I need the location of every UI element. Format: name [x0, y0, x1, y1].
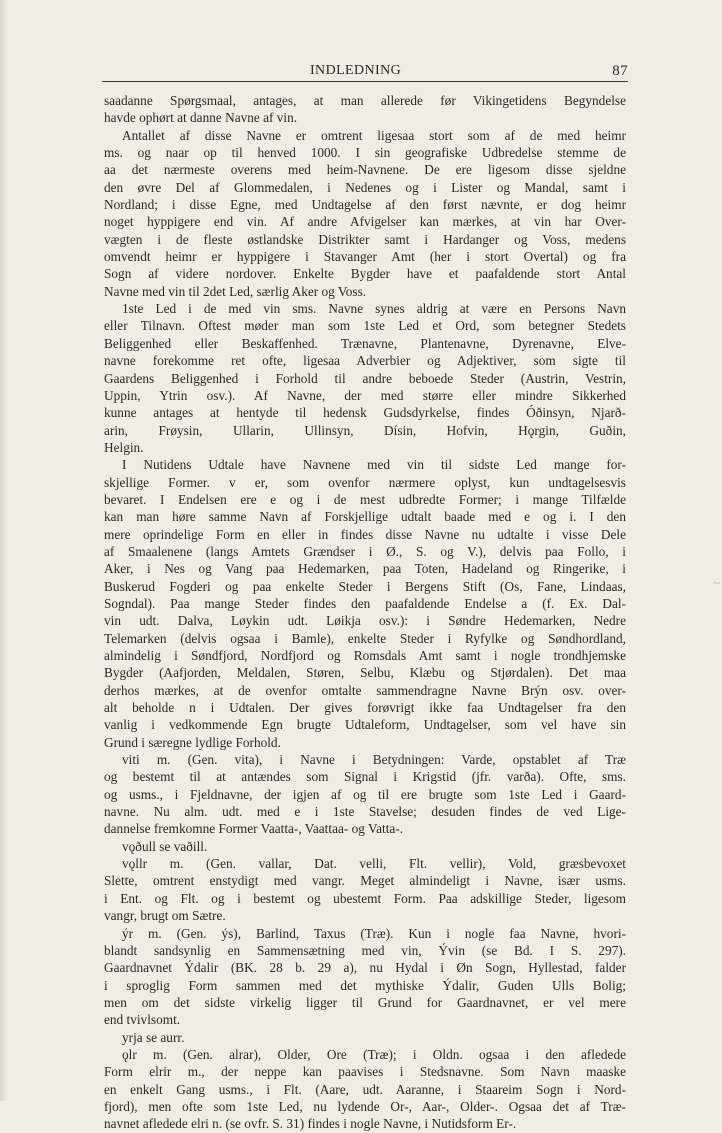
text-line: Gaardnavnet Ýdalir (BK. 28 b. 29 a), nu Hydal i Øn Sogn, Hyllestad, falder — [104, 960, 626, 976]
text-line: ǫlr m. (Gen. alrar), Older, Ore (Træ); i Oldn. ogsaa i den afledede — [122, 1046, 626, 1062]
text-line: navne. Nu alm. udt. med e i 1ste Stavelse; desuden findes de ved Lige- — [104, 804, 626, 820]
text-line: men om det sidste virkelig ligger til Grund for Gaardnavnet, er vel mere — [104, 994, 626, 1010]
text-line: yrja se aurr. — [122, 1029, 185, 1045]
text-line: Slette, omtrent enstydigt med vangr. Meget almindeligt i Navne, især usms. — [104, 873, 626, 889]
text-line: i Ent. og Flt. og i bestemt og ubestemt Form. Paa adskillige Steder, ligesom — [104, 890, 626, 906]
text-line: og bestemt til at antændes som Signal i Krigstid (jfr. varða). Ofte, sms. — [104, 769, 626, 785]
text-line: end tvivlsomt. — [104, 1012, 181, 1028]
text-line: Beliggenhed eller Beskaffenhed. Trænavne, Plantenavne, Dyrenavne, Elve- — [104, 335, 626, 351]
text-line: skjellige Former. v er, som ovenfor nærmere oplyst, kun undtagelsesvis — [104, 474, 626, 490]
header-rule — [102, 81, 628, 82]
text-line: Sogn af videre nordover. Enkelte Bygder have et paafaldende stort Antal — [104, 266, 626, 282]
text-line: Gaardens Beliggenhed i Forhold til andre beboede Steder (Austrin, Vestrin, — [104, 370, 626, 386]
margin-mark: ~ — [712, 575, 720, 590]
text-line: Navne med vin til 2det Led, særlig Aker og Voss. — [104, 283, 367, 299]
text-line: Helgin. — [104, 439, 144, 455]
text-line: vægten i de fleste østlandske Distrikter samt i Hardanger og Voss, medens — [104, 231, 626, 247]
text-line: eller Tilnavn. Oftest møder man som 1ste Led et Ord, som betegner Stedets — [104, 318, 626, 334]
text-line: den øvre Del af Glommedalen, i Nedenes og i Lister og Mandal, samt i — [104, 179, 626, 195]
text-line: Buskerud Fogderi og paa enkelte Steder i Bergens Stift (Os, Fane, Lindaas, — [104, 578, 626, 594]
text-line: vanlig i vedkommende Egn brugte Udtaleform, Undtagelser, som vel have sin — [104, 717, 626, 733]
text-line: Uppin, Ytrin osv.). Af Navne, der med større eller mindre Sikkerhed — [104, 387, 626, 403]
text-line: Antallet af disse Navne er omtrent ligesaa stort som af de med heimr — [122, 127, 626, 143]
text-line: bevaret. I Endelsen ere e og i de mest udbredte Former; i mange Tilfælde — [104, 491, 626, 507]
text-line: dannelse fremkomne Former Vaatta-, Vaattaa- og Vatta-. — [104, 821, 404, 837]
page-number: 87 — [612, 63, 628, 79]
text-line: kan man høre samme Navn af Forskjellige udtalt baade med e og i. I den — [104, 509, 626, 525]
text-line: i sproglig Form sammen med det mythiske Ýdalir, Guden Ulls Bolig; — [104, 977, 626, 993]
text-line: blandt sandsynlig en Sammensætning med vin, Ývin (se Bd. I S. 297). — [104, 942, 626, 958]
text-line: Bygder (Aafjorden, Meldalen, Støren, Selbu, Klæbu og Stjørdalen). Det maa — [104, 665, 626, 681]
text-line: kunne antages at hentyde til hedensk Gudsdyrkelse, findes Óðinsyn, Njarð- — [104, 405, 626, 421]
text-line: Sogndal). Paa mange Steder findes den paafaldende Endelse a (f. Ex. Dal- — [104, 595, 626, 611]
text-line: saadanne Spørgsmaal, antages, at man allerede før Vikingetidens Begyndelse — [104, 93, 626, 108]
text-line: af Smaalenene (langs Amtets Grændser i Ø., S. og V.), delvis paa Follo, i — [104, 543, 626, 559]
text-line: ms. og naar op til henved 1000. I sin geografiske Udbredelse stemme de — [104, 145, 626, 161]
text-line: Aker, i Nes og Vang paa Hedemarken, paa Toten, Hadeland og Ringerike, i — [104, 561, 626, 577]
text-line: og usms., i Fjeldnavne, der igjen af og til ere brugte som 1ste Led i Gaard- — [104, 786, 626, 802]
text-line: omvendt heimr er hyppigere i Stavanger Amt (her i stort Overtal) og fra — [104, 249, 626, 265]
running-header — [310, 63, 628, 83]
text-line: navne forekomme ret ofte, ligesaa Adverbier og Adjektiver, som sigte til — [104, 353, 626, 369]
text-line: vǫðull se vaðill. — [122, 838, 208, 854]
text-line: vǫllr m. (Gen. vallar, Dat. velli, Flt. vellir), Vold, græsbevoxet — [122, 856, 626, 872]
text-line: fjord), men ofte som 1ste Led, nu lydende Or-, Aar-, Older-. Ogsaa det af Træ- — [104, 1098, 626, 1114]
page-spine-shadow — [0, 0, 8, 1101]
text-line: Grund i særegne lydlige Forhold. — [104, 734, 281, 750]
body-text — [104, 92, 626, 1133]
text-line: vangr, brugt om Sætre. — [104, 908, 226, 924]
text-line: derhos mærkes, at de ovenfor omtalte sammendragne Navne Brýn osv. over- — [104, 682, 626, 698]
text-line: 1ste Led i de med vin sms. Navne synes aldrig at være en Persons Navn — [122, 301, 626, 317]
header-title: INDLEDNING — [310, 63, 402, 78]
text-line: Form elrir m., der neppe kan paavises i Stedsnavne. Som Navn maaske — [104, 1064, 626, 1080]
text-line: vin udt. Dalva, Løykin udt. Løikja osv.): i Søndre Hedemarken, Nedre — [104, 613, 626, 629]
text-line: en enkelt Gang usms., i Flt. (Aare, udt. Aaranne, i Staareim Sogn i Nord- — [104, 1081, 626, 1097]
text-line: alt beholde n i Udtalen. Der gives forøvrigt ikke faa Undtagelser fra den — [104, 700, 626, 716]
text-line: Nordland; i disse Egne, med Undtagelse af den først nævnte, er dog heimr — [104, 197, 626, 213]
text-line: noget hyppigere end vin. Af andre Afvigelser kan mærkes, at vin har Over- — [104, 214, 626, 230]
text-line: navnet afledede elri n. (se ovfr. S. 31) findes i nogle Navne, i Nutidsform Er-. — [104, 1116, 517, 1132]
text-line: havde ophørt at danne Navne af vin. — [104, 110, 298, 126]
text-line: arin, Frøysin, Ullarin, Ullinsyn, Dísin, Hofvin, Hǫrgin, Guðin, — [104, 422, 626, 438]
text-line: I Nutidens Udtale have Navnene med vin til sidste Led mange for- — [122, 457, 626, 473]
text-line: Telemarken (delvis ogsaa i Bamle), enkelte Steder i Ryfylke og Søndhordland, — [104, 630, 626, 646]
text-line: viti m. (Gen. vita), i Navne i Betydningen: Varde, opstablet af Træ — [122, 752, 626, 768]
text-line: almindelig i Søndfjord, Nordfjord og Romsdals Amt samt i nogle trondhjemske — [104, 648, 626, 663]
text-line: aa det nærmeste overens med heim-Navnene. De ere ligesom disse sjeldne — [104, 162, 626, 178]
text-line: ýr m. (Gen. ýs), Barlind, Taxus (Træ). Kun i nogle faa Navne, hvori- — [122, 925, 626, 941]
text-line: mere oprindelige Form en eller in findes disse Navne nu udtalte i visse Dele — [104, 526, 626, 542]
